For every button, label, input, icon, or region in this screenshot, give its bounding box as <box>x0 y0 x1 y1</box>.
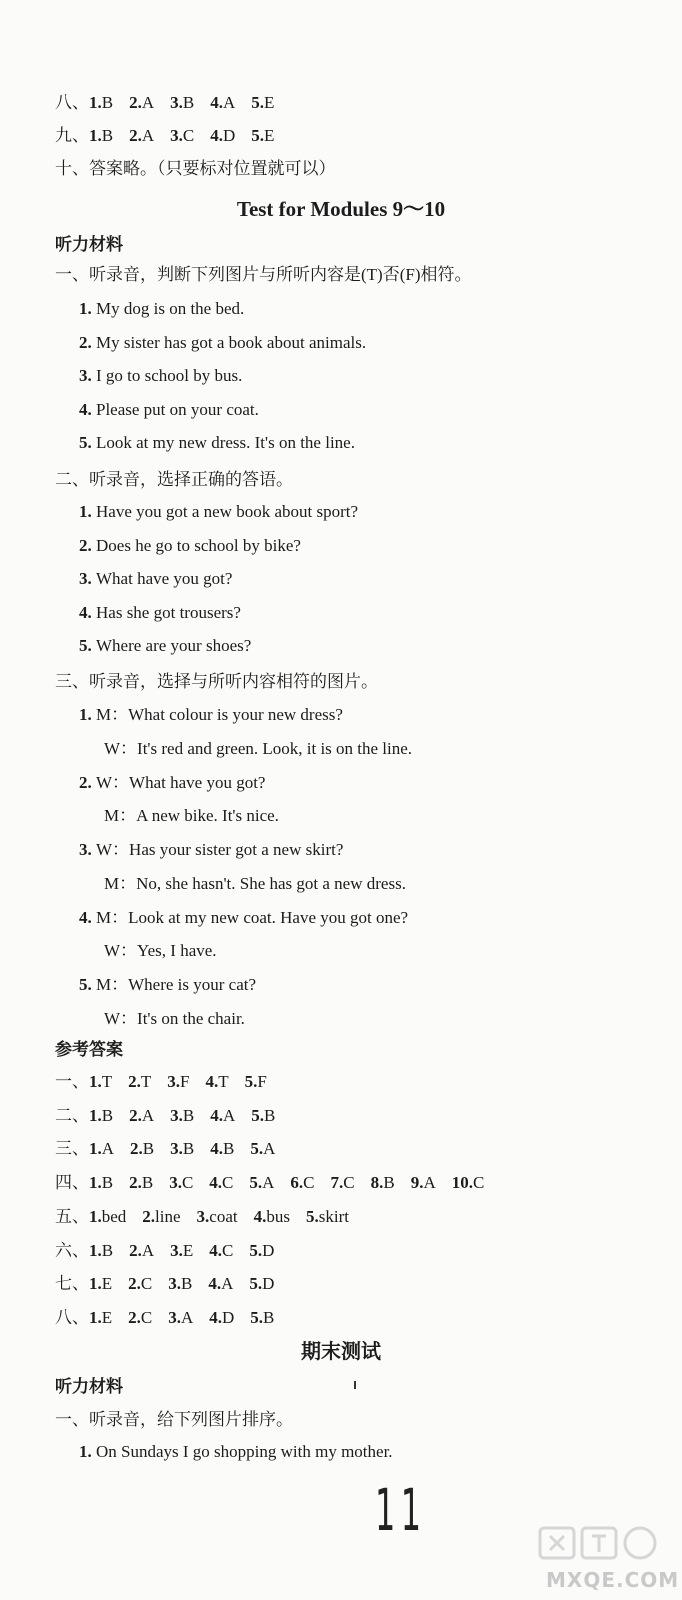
answer-value: bed <box>101 1206 127 1226</box>
answer-value: A <box>180 1307 194 1327</box>
answer-number: 1. <box>89 1105 102 1125</box>
answer-number: 2. <box>130 1139 143 1159</box>
dialogue-text: M：What colour is your new dress? <box>96 705 343 724</box>
answer-item <box>170 1241 193 1260</box>
part1-item <box>79 398 259 422</box>
answer-value: C <box>303 1173 315 1193</box>
part2-item <box>79 500 358 524</box>
answer-item <box>129 93 154 112</box>
item-number: 4. <box>79 399 96 419</box>
dialogue-text: M：Look at my new coat. Have you got one? <box>96 907 409 927</box>
dialogue-line: W：It's red and green. Look, it is on the line. <box>104 738 413 758</box>
answer-row <box>55 1137 291 1161</box>
answer-section-label: 八、 <box>55 93 89 112</box>
answer-number: 2. <box>128 1274 141 1294</box>
answer-item <box>209 1241 233 1260</box>
item-number: 4. <box>79 602 96 622</box>
answer-value: C <box>181 1173 194 1193</box>
answer-number: 6. <box>290 1173 304 1193</box>
answer-value: B <box>101 1105 114 1125</box>
dialogue-text: W：What have you got? <box>96 772 266 792</box>
answer-value: bus <box>266 1206 290 1226</box>
answer-number: 5. <box>250 1307 264 1327</box>
part2-item <box>79 567 232 591</box>
answer-number: 4. <box>210 1105 223 1125</box>
final-test-title: 期末测试 <box>301 1341 381 1363</box>
answer-item <box>168 1308 193 1327</box>
item-text: What have you got? <box>96 569 233 588</box>
answer-value: A <box>423 1173 436 1193</box>
item-number: 2. <box>79 772 96 792</box>
part1-item <box>79 431 355 455</box>
answer-item <box>371 1173 395 1192</box>
part2-instruction: 二、听录音，选择正确的答语。 <box>55 470 293 489</box>
answer-item <box>128 1308 152 1327</box>
answer-item <box>89 1072 112 1091</box>
answer-row <box>55 1171 500 1195</box>
answer-value: A <box>221 1274 234 1294</box>
item-number: 2. <box>79 332 96 352</box>
answer-item <box>251 93 274 112</box>
answer-item <box>249 1241 274 1260</box>
answer-item <box>210 1106 235 1125</box>
part1-item <box>79 364 242 388</box>
watermark-logo <box>522 1522 680 1594</box>
answer-number: 1. <box>89 1173 102 1193</box>
part2-item <box>79 634 251 658</box>
answer-value: line <box>155 1206 181 1226</box>
answer-item <box>170 93 194 112</box>
answer-number: 1. <box>89 1240 102 1260</box>
answer-value: B <box>222 1139 235 1159</box>
answer-section-label: 一、 <box>55 1072 89 1091</box>
answer-item <box>89 1241 113 1260</box>
answer-number: 1. <box>89 126 102 145</box>
part1-item <box>79 331 366 355</box>
answer-value: coat <box>209 1206 238 1226</box>
answer-row <box>55 1070 283 1094</box>
answer-number: 2. <box>129 1240 142 1260</box>
item-number: 3. <box>79 840 96 859</box>
answer-value: B <box>182 1139 195 1159</box>
answer-item <box>250 1308 274 1327</box>
answer-value: B <box>264 1105 276 1125</box>
item-number: 1. <box>79 502 96 521</box>
item-number: 1. <box>79 299 96 318</box>
answer-number: 9. <box>410 1173 424 1193</box>
answer-item <box>168 1274 192 1293</box>
answer-item <box>249 1173 274 1192</box>
part1-item <box>79 297 244 321</box>
answer-value: D <box>222 1307 235 1327</box>
answer-number: 4. <box>210 126 223 145</box>
answer-item <box>170 1139 194 1158</box>
answer-section-label: 三、 <box>55 1139 89 1159</box>
answer-value: B <box>101 1173 114 1193</box>
answer-number: 2. <box>142 1206 156 1226</box>
answer-item <box>306 1207 349 1226</box>
answer-item <box>170 126 194 145</box>
answer-item <box>169 1173 193 1192</box>
answer-number: 5. <box>251 126 264 145</box>
answer-item <box>251 126 274 145</box>
answer-row <box>55 1239 290 1263</box>
answer-number: 4. <box>210 93 223 112</box>
answer-number: 1. <box>89 1139 102 1159</box>
answer-item <box>89 126 113 145</box>
answer-number: 5. <box>251 1105 264 1125</box>
dialogue-line <box>79 771 265 795</box>
answer-number: 3. <box>170 126 183 145</box>
part1-instruction: 一、听录音，判断下列图片与所听内容是(T)否(F)相符。 <box>55 265 472 284</box>
answer-value: E <box>101 1307 113 1327</box>
answer-item <box>290 1173 314 1192</box>
item-text: My dog is on the bed. <box>96 299 245 318</box>
part2-item <box>79 601 241 625</box>
item-text: My sister has got a book about animals. <box>96 332 367 352</box>
dialogue-line: M：A new bike. It's nice. <box>104 806 279 825</box>
answer-item <box>249 1274 274 1293</box>
answer-item <box>245 1072 267 1091</box>
answer-item <box>210 126 235 145</box>
answer-number: 5. <box>251 93 264 112</box>
item-text: Have you got a new book about sport? <box>96 502 359 521</box>
answer-item <box>210 1139 234 1158</box>
answer-number: 5. <box>249 1274 263 1294</box>
final-part1-item <box>79 1440 393 1464</box>
answer-section-label: 六、 <box>55 1240 89 1260</box>
answer-number: 5. <box>250 1139 264 1159</box>
answer-value: skirt <box>318 1206 349 1226</box>
answer-number: 1. <box>89 1307 102 1327</box>
answer-number: 3. <box>169 1173 182 1193</box>
answer-item <box>209 1173 233 1192</box>
answer-section-label: 四、 <box>55 1173 89 1193</box>
dialogue-line <box>79 838 343 862</box>
answer-section-label: 五、 <box>55 1206 89 1226</box>
answer-number: 5. <box>244 1072 258 1091</box>
answer-value: A <box>222 93 236 112</box>
dialogue-line <box>79 906 408 930</box>
answer-value: C <box>222 1173 234 1193</box>
answer-number: 1. <box>89 1206 102 1226</box>
answer-item <box>89 93 113 112</box>
answer-value: T <box>218 1072 229 1091</box>
answer-value: A <box>141 1240 155 1260</box>
item-text: Where are your shoes? <box>96 636 252 655</box>
answer-item <box>129 1106 154 1125</box>
final-part1-instruction: 一、听录音，给下列图片排序。 <box>55 1410 293 1429</box>
answer-value: B <box>142 1139 155 1159</box>
answer-value: B <box>141 1173 154 1193</box>
answer-item <box>89 1207 126 1226</box>
answer-number: 3. <box>170 1240 183 1260</box>
answer-value: A <box>262 1173 275 1193</box>
answer-item <box>89 1139 114 1158</box>
answer-item <box>129 1173 153 1192</box>
answer-item <box>208 1274 233 1293</box>
answer-value: C <box>140 1307 153 1327</box>
item-number: 5. <box>79 636 96 655</box>
item-number: 1. <box>79 705 96 724</box>
answer-value: F <box>257 1072 267 1091</box>
answer-value: B <box>101 93 114 112</box>
page-number: 11 <box>375 1476 427 1544</box>
item-text: On Sundays I go shopping with my mother. <box>96 1442 393 1461</box>
answer-number: 3. <box>168 1307 181 1327</box>
answer-number: 10. <box>451 1173 473 1193</box>
answer-number: 1. <box>89 1274 102 1294</box>
answer-number: 4. <box>253 1206 267 1226</box>
answer-number: 3. <box>167 1072 181 1091</box>
answer-value: T <box>140 1072 152 1091</box>
answer-value: B <box>263 1307 275 1327</box>
answer-value: A <box>222 1105 236 1125</box>
answer-value: T <box>101 1072 113 1091</box>
answer-item <box>128 1274 152 1293</box>
answer-item <box>89 1308 112 1327</box>
item-text: Has she got trousers? <box>96 602 241 622</box>
answer-value: E <box>264 93 275 112</box>
item-number: 2. <box>79 535 96 555</box>
answer-value: E <box>264 126 275 145</box>
answer-number: 4. <box>208 1274 222 1294</box>
answers-heading: 参考答案 <box>55 1040 123 1059</box>
part3-instruction: 三、听录音，选择与所听内容相符的图片。 <box>55 672 378 691</box>
answer-item <box>209 1308 234 1327</box>
dialogue-text: W：Has your sister got a new skirt? <box>96 840 344 859</box>
answer-item <box>331 1173 355 1192</box>
answer-number: 3. <box>170 1105 183 1125</box>
answer-number: 5. <box>306 1206 319 1226</box>
answer-item <box>254 1207 290 1226</box>
answer-number: 7. <box>330 1173 344 1193</box>
answer-item <box>130 1139 154 1158</box>
item-number: 5. <box>79 975 96 994</box>
part2-item <box>79 534 301 558</box>
listening-heading: 听力材料 <box>55 235 123 254</box>
answer-value: C <box>343 1173 355 1193</box>
answer-value: B <box>101 1240 114 1260</box>
answer-number: 2. <box>129 93 142 112</box>
answer-value: D <box>222 126 236 145</box>
answer-value: C <box>222 1240 234 1260</box>
item-text: Does he go to school by bike? <box>96 535 301 555</box>
answer-section-label: 八、 <box>55 1307 89 1327</box>
answer-value: A <box>263 1139 276 1159</box>
answer-section-label: 七、 <box>55 1274 89 1294</box>
answer-number: 3. <box>170 93 183 112</box>
answer-value: B <box>182 1105 195 1125</box>
answer-value: C <box>472 1173 485 1193</box>
answer-number: 2. <box>128 1307 141 1327</box>
answer-value: A <box>141 1105 155 1125</box>
answer-number: 4. <box>209 1307 223 1327</box>
item-number: 3. <box>79 569 96 588</box>
answer-value: C <box>182 126 195 145</box>
answer-number: 2. <box>129 1105 142 1125</box>
item-number: 1. <box>79 1442 96 1461</box>
answer-number: 1. <box>89 1072 102 1091</box>
item-number: 3. <box>79 366 96 385</box>
answer-item <box>167 1072 189 1091</box>
answer-item <box>89 1274 112 1293</box>
stray-mark <box>354 1381 356 1389</box>
answer-item <box>142 1207 180 1226</box>
answer-value: A <box>141 93 155 112</box>
answer-value: B <box>182 93 195 112</box>
answer-item <box>197 1207 238 1226</box>
answer-value: B <box>180 1274 193 1294</box>
answer-item <box>210 93 235 112</box>
test-title: Test for Modules 9～10 <box>236 197 446 221</box>
final-listening-heading: 听力材料 <box>55 1377 123 1396</box>
answer-row <box>55 124 290 148</box>
answer-number: 8. <box>370 1173 384 1193</box>
answer-item <box>129 1241 154 1260</box>
answer-item <box>89 1173 113 1192</box>
dialogue-line <box>79 703 343 727</box>
answer-value: D <box>262 1240 275 1260</box>
answer-value: F <box>180 1072 190 1091</box>
answer-value: B <box>101 126 114 145</box>
answer-row <box>55 1272 290 1296</box>
answer-item <box>411 1173 436 1192</box>
dialogue-line: M：No, she hasn't. She has got a new dress. <box>104 873 406 893</box>
answer-row <box>55 1104 291 1128</box>
dialogue-line: W：It's on the chair. <box>104 1008 245 1028</box>
answer-item <box>128 1072 151 1091</box>
answer-item <box>170 1106 194 1125</box>
answer-value: E <box>182 1240 194 1260</box>
answer-number: 1. <box>89 93 102 112</box>
item-number: 5. <box>79 433 96 452</box>
answer-number: 5. <box>249 1173 263 1193</box>
answer-item <box>452 1173 485 1192</box>
answer-number: 3. <box>168 1274 181 1294</box>
watermark-text: MXQE.COM <box>546 1568 680 1592</box>
answer-number: 4. <box>210 1139 223 1159</box>
answer-number: 3. <box>170 1139 183 1159</box>
answer-value: D <box>262 1274 275 1294</box>
answer-row <box>55 1306 290 1330</box>
answer-number: 5. <box>249 1240 263 1260</box>
answer-number: 2. <box>128 1072 141 1091</box>
answer-row <box>55 91 290 115</box>
answer-number: 2. <box>129 126 142 145</box>
answer-value: E <box>101 1274 113 1294</box>
answer-item <box>250 1139 275 1158</box>
answer-number: 4. <box>209 1173 223 1193</box>
answer-item <box>206 1072 229 1091</box>
dialogue-line: W：Yes, I have. <box>104 941 217 960</box>
answer-value: B <box>383 1173 395 1193</box>
item-number: 4. <box>79 907 96 927</box>
dialogue-text: M：Where is your cat? <box>96 975 257 994</box>
item-text: I go to school by bus. <box>96 366 243 385</box>
answer-item <box>129 126 154 145</box>
top-note: 十、答案略。（只要标对位置就可以） <box>55 159 336 178</box>
answer-value: A <box>141 126 155 145</box>
answer-value: A <box>101 1139 115 1159</box>
answer-number: 3. <box>196 1206 210 1226</box>
answer-number: 4. <box>205 1072 219 1091</box>
answer-row <box>55 1205 365 1229</box>
answer-section-label: 九、 <box>55 126 89 145</box>
item-text: Please put on your coat. <box>96 399 259 419</box>
answer-number: 4. <box>209 1240 223 1260</box>
dialogue-line <box>79 973 256 997</box>
answer-value: C <box>140 1274 153 1294</box>
answer-number: 2. <box>129 1173 142 1193</box>
answer-section-label: 二、 <box>55 1105 89 1125</box>
answer-item <box>251 1106 275 1125</box>
item-text: Look at my new dress. It's on the line. <box>96 433 355 452</box>
answer-item <box>89 1106 113 1125</box>
